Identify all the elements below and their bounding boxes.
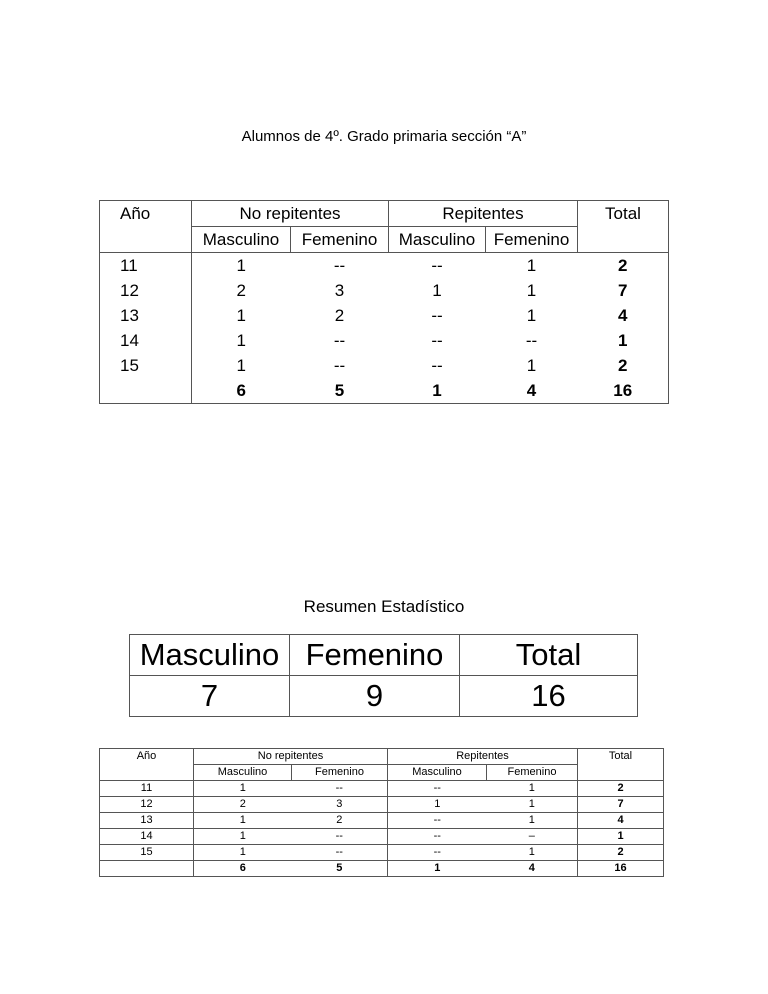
value-cell: --	[431, 306, 443, 325]
document-title: Alumnos de 4º. Grado primaria sección “A”	[241, 128, 527, 145]
value-cell: 1	[526, 281, 537, 300]
sub-header: Femenino	[291, 227, 389, 253]
grand-total: 16	[578, 378, 669, 404]
row-total: 1	[578, 829, 664, 845]
value-cell: --	[388, 845, 487, 861]
year-header: Año	[100, 749, 194, 765]
summary-value-total: 16	[460, 676, 638, 717]
year-cell: 12	[100, 797, 194, 813]
value-cell: --	[333, 331, 346, 350]
row-total: 7	[578, 797, 664, 813]
year-header: Año	[100, 201, 192, 227]
table-row	[100, 829, 664, 845]
value-cell: --	[388, 813, 487, 829]
row-total: 4	[578, 813, 664, 829]
value-cell: --	[431, 256, 443, 275]
summary-title: Resumen Estadístico	[303, 597, 465, 616]
table-row	[100, 328, 669, 353]
students-table	[99, 200, 669, 404]
value-cell: 1	[487, 781, 578, 797]
value-cell: 3	[292, 797, 388, 813]
row-total: 2	[578, 253, 669, 279]
students-table-small	[99, 748, 664, 877]
value-cell: --	[333, 256, 346, 275]
column-total: 5	[292, 861, 388, 877]
summary-value-male: 7	[130, 676, 290, 717]
year-cell: 13	[100, 303, 192, 328]
no-repeaters-header: No repitentes	[194, 749, 388, 765]
value-cell: --	[431, 356, 443, 375]
value-cell: 1	[194, 781, 292, 797]
row-total: 7	[578, 278, 669, 303]
value-cell: --	[292, 829, 388, 845]
value-cell: 1	[526, 306, 537, 325]
summary-table	[129, 634, 638, 717]
value-cell: --	[292, 781, 388, 797]
value-cell: 1	[194, 829, 292, 845]
table-row	[100, 303, 669, 328]
table-row	[100, 813, 664, 829]
sub-header: Masculino	[388, 765, 487, 781]
table-row	[100, 278, 669, 303]
table-row	[100, 253, 669, 279]
value-cell: 1	[487, 797, 578, 813]
value-cell: --	[292, 845, 388, 861]
summary-header-female: Femenino	[290, 635, 460, 676]
value-cell: 2	[292, 813, 388, 829]
value-cell: 1	[192, 328, 291, 353]
sub-header: Femenino	[487, 765, 578, 781]
total-header: Total	[578, 749, 664, 765]
column-total: 6	[192, 378, 291, 404]
value-cell: –	[487, 829, 578, 845]
value-cell: 1	[432, 281, 442, 300]
grand-total: 16	[578, 861, 664, 877]
year-cell: 12	[100, 278, 192, 303]
row-total: 4	[578, 303, 669, 328]
table-row	[100, 781, 664, 797]
column-total: 4	[486, 378, 578, 404]
value-cell: 1	[526, 356, 537, 375]
value-cell: --	[333, 356, 346, 375]
value-cell: 1	[487, 845, 578, 861]
sub-header: Masculino	[194, 765, 292, 781]
year-cell: 11	[100, 781, 194, 797]
value-cell: --	[525, 331, 538, 350]
column-total: 6	[194, 861, 292, 877]
value-cell: 2	[194, 797, 292, 813]
year-cell: 14	[100, 829, 194, 845]
sub-header: Femenino	[292, 765, 388, 781]
value-cell: 1	[487, 813, 578, 829]
column-total: 1	[388, 861, 487, 877]
column-total: 5	[291, 378, 389, 404]
value-cell: --	[431, 331, 443, 350]
table-row	[100, 845, 664, 861]
value-cell: --	[388, 781, 487, 797]
year-cell: 15	[100, 845, 194, 861]
column-total: 1	[389, 378, 486, 404]
sub-header: Femenino	[486, 227, 578, 253]
sub-header: Masculino	[389, 227, 486, 253]
year-cell: 14	[100, 328, 192, 353]
year-cell: 11	[100, 253, 192, 279]
value-cell: 3	[334, 281, 345, 300]
value-cell: 1	[192, 253, 291, 279]
total-header: Total	[578, 201, 669, 227]
sub-header: Masculino	[192, 227, 291, 253]
year-cell: 13	[100, 813, 194, 829]
value-cell: 1	[194, 845, 292, 861]
row-total: 1	[578, 328, 669, 353]
row-total: 2	[578, 353, 669, 378]
value-cell: 1	[192, 353, 291, 378]
summary-header-total: Total	[460, 635, 638, 676]
value-cell: 2	[334, 306, 345, 325]
repeaters-header: Repitentes	[388, 749, 578, 765]
row-total: 2	[578, 781, 664, 797]
value-cell: 1	[526, 256, 537, 275]
summary-header-male: Masculino	[130, 635, 290, 676]
column-total: 4	[487, 861, 578, 877]
value-cell: 1	[192, 303, 291, 328]
summary-value-female: 9	[290, 676, 460, 717]
table-row	[100, 353, 669, 378]
row-total: 2	[578, 845, 664, 861]
value-cell: --	[388, 829, 487, 845]
no-repeaters-header: No repitentes	[192, 201, 389, 227]
value-cell: 1	[388, 797, 487, 813]
year-cell: 15	[100, 353, 192, 378]
repeaters-header: Repitentes	[389, 201, 578, 227]
table-row	[100, 797, 664, 813]
value-cell: 1	[194, 813, 292, 829]
totals-row	[100, 378, 669, 404]
value-cell: 2	[192, 278, 291, 303]
totals-row	[100, 861, 664, 877]
